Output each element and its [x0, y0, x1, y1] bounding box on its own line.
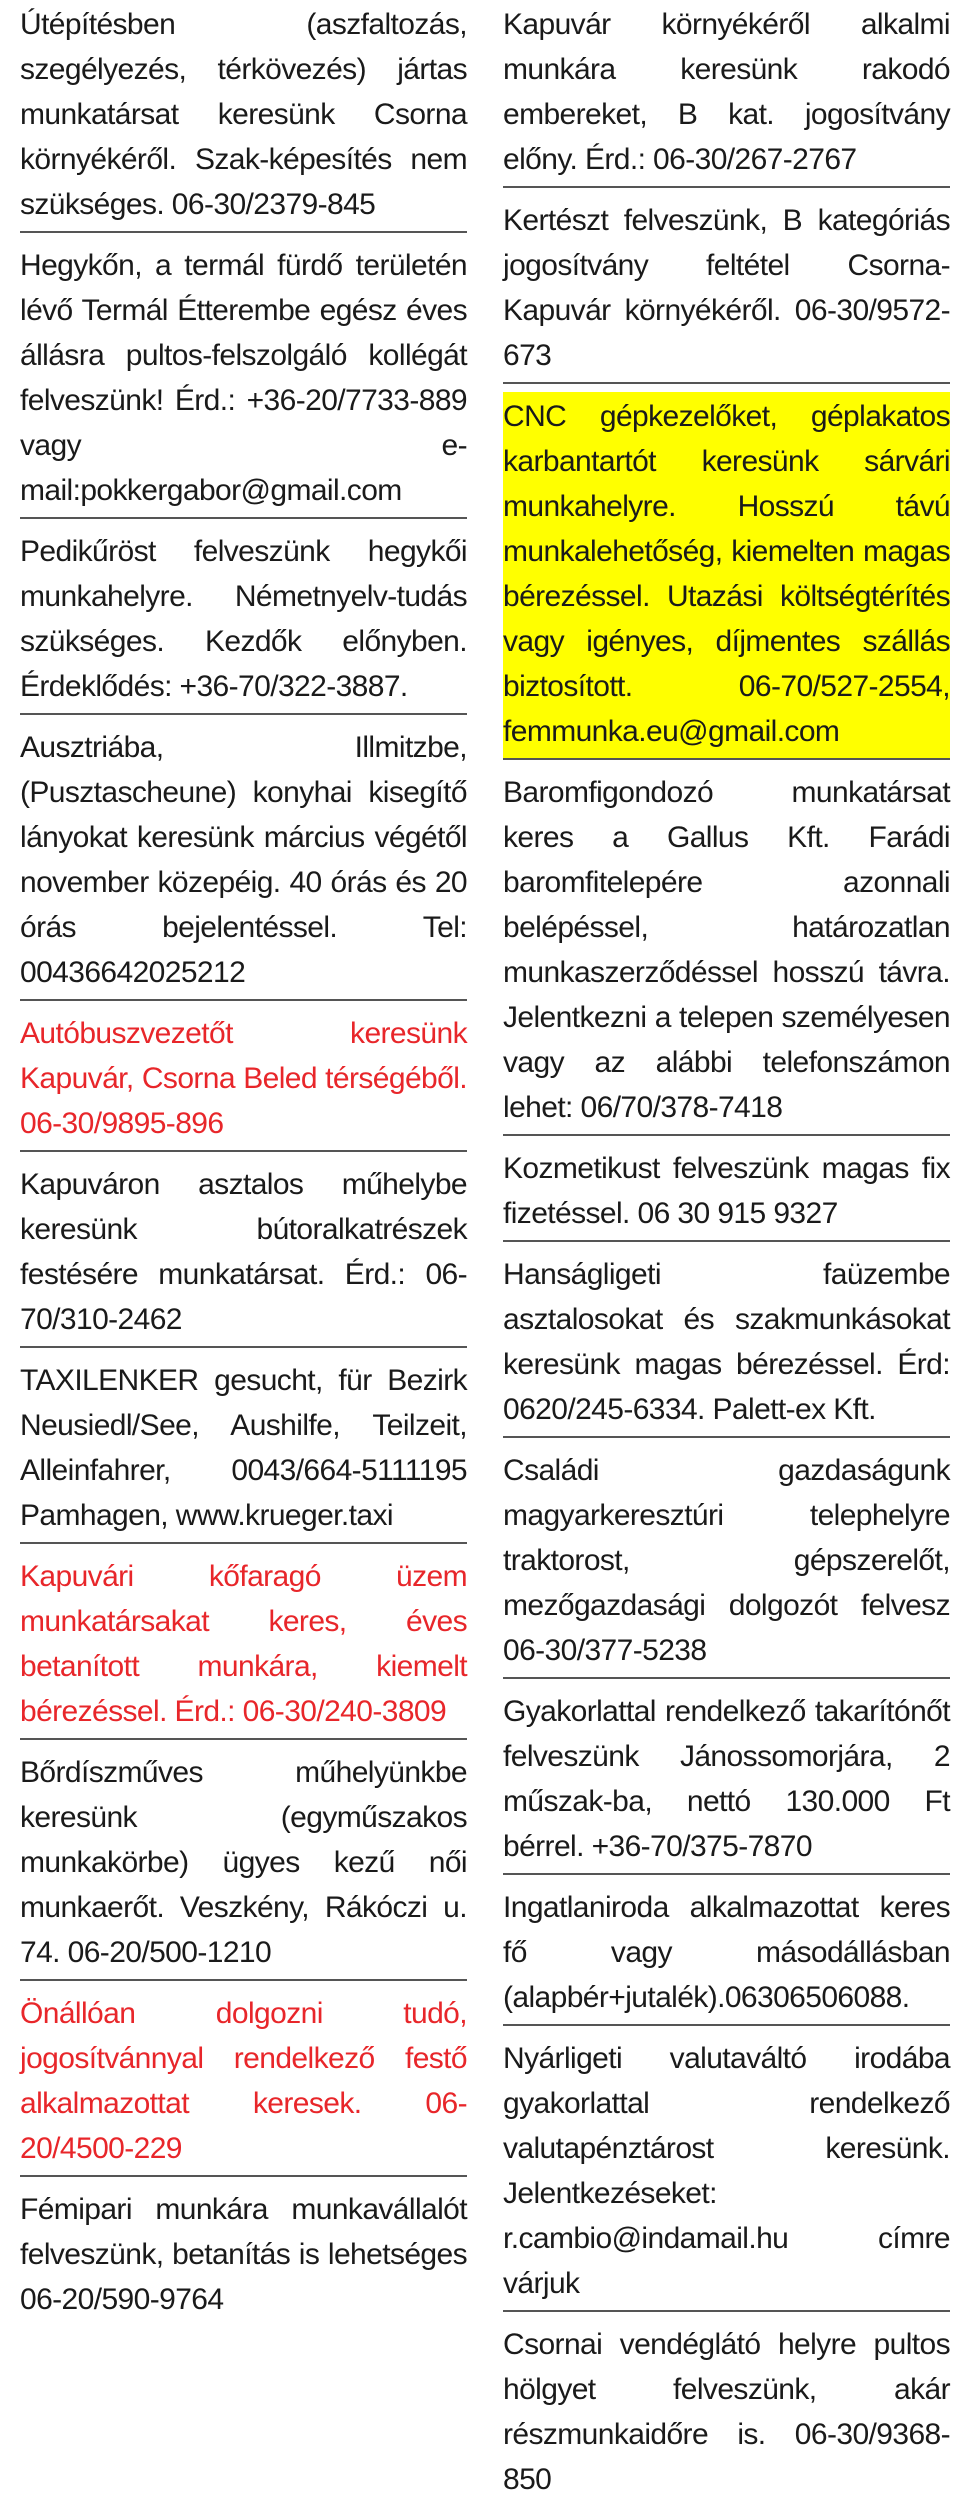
job-ad: Csornai vendéglátó helyre pultos hölgyet felveszünk, akár részmunkaidőre is. 06-30/9368-850 [503, 2328, 950, 2496]
job-ad: Önállóan dolgozni tudó, jogosítvánnyal rendelkező festő alkalmazottat keresek. 06-20/4500-229 [20, 1989, 467, 2177]
job-ad: Kapuvári kőfaragó üzem munkatársakat keres, éves betanított munkára, kiemelt bérezéssel. Érd.: 06-30/240-3809 [20, 1552, 467, 1740]
job-ad: Pedikűröst felveszünk hegykői munkahelyre. Németnyelv-tudás szükséges. Kezdők előnyben. Érdeklődés: +36-70/322-3887. [20, 527, 467, 715]
job-ad: Családi gazdaságunk magyarkeresztúri telephelyre traktorost, gépszerelőt, mezőgazdasági dolgozót felvesz 06-30/377-5238 [503, 1446, 950, 1679]
job-ad: Nyárligeti valutaváltó irodába gyakorlattal rendelkező valutapénztárost keresünk. Jelentkezéseket: r.cambio@indamail.hu címre várjuk [503, 2034, 950, 2312]
job-ad: TAXILENKER gesucht, für Bezirk Neusiedl/See, Aushilfe, Teilzeit, Alleinfahrer, 0043/664-5111195 Pamhagen, www.krueger.taxi [20, 1356, 467, 1544]
right-ad-column [503, 0, 950, 2514]
job-ad: Ingatlaniroda alkalmazottat keres fő vagy másodállásban (alapbér+jutalék).06306506088. [503, 1883, 950, 2026]
job-ad: Kapuváron asztalos műhelybe keresünk bútoralkatrészek festésére munkatársat. Érd.: 06-70/310-2462 [20, 1160, 467, 1348]
job-ad: Kertészt felveszünk, B kategóriás jogosítvány feltétel Csorna-Kapuvár környékéről. 06-30/9572-673 [503, 196, 950, 384]
job-ad: Gyakorlattal rendelkező takarítónőt felveszünk Jánossomorjára, 2 műszak-ba, nettó 130.000 Ft bérrel. +36-70/375-7870 [503, 1687, 950, 1875]
job-ad: Hegykőn, a termál fürdő területén lévő Termál Étterembe egész éves állásra pultos-felszolgáló kollégát felveszünk! Érd.: +36-20/7733-889 vagy e-mail:pokkergabor@gmail.com [20, 241, 467, 519]
job-ad: Kozmetikust felveszünk magas fix fizetéssel. 06 30 915 9327 [503, 1144, 950, 1242]
left-ad-column [20, 0, 467, 2334]
job-ad: Bőrdíszműves műhelyünkbe keresünk (egyműszakos munkakörbe) ügyes kezű női munkaerőt. Veszkény, Rákóczi u. 74. 06-20/500-1210 [20, 1748, 467, 1981]
job-ad: Hanságligeti faüzembe asztalosokat és szakmunkásokat keresünk magas bérezéssel. Érd: 0620/245-6334. Palett-ex Kft. [503, 1250, 950, 1438]
highlighted-job-ad: CNC gépkezelőket, géplakatos karbantartót keresünk sárvári munkahelyre. Hosszú távú munkalehetőség, kiemelten magas bérezéssel. Utazási költségtérítés vagy igényes, díjmentes szállás biztosított. 06-70/527-2554, femmunka.eu@gmail.com [503, 392, 950, 760]
job-ad: Útépítésben (aszfaltozás, szegélyezés, térkövezés) jártas munkatársat keresünk Csorna környékéről. Szak-képesítés nem szükséges. 06-30/2379-845 [20, 0, 467, 233]
job-ad: Kapuvár környékéről alkalmi munkára keresünk rakodó embereket, B kat. jogosítvány előny. Érd.: 06-30/267-2767 [503, 0, 950, 188]
job-ad: Fémipari munkára munkavállalót felveszünk, betanítás is lehetséges 06-20/590-9764 [20, 2193, 467, 2316]
job-ad: Baromfigondozó munkatársat keres a Gallus Kft. Farádi baromfitelepére azonnali belépéssel, határozatlan munkaszerződéssel hosszú távra. Jelentkezni a telepen személyesen vagy az alábbi telefonszámon lehet: 06/70/378-7418 [503, 768, 950, 1136]
job-ad: Ausztriába, Illmitzbe,(Pusztascheune) konyhai kisegítő lányokat keresünk március végétől november közepéig. 40 órás és 20 órás bejelentéssel. Tel: 00436642025212 [20, 723, 467, 1001]
job-ad: Autóbuszvezetőt keresünk Kapuvár, Csorna Beled térségéből. 06-30/9895-896 [20, 1009, 467, 1152]
